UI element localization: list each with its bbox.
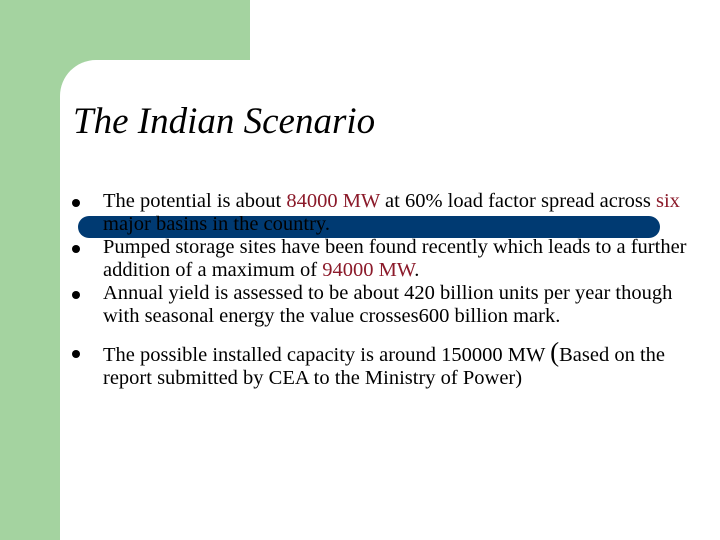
slide-title: The Indian Scenario	[73, 101, 376, 142]
bullet-text: at 60% load factor spread across	[379, 190, 656, 212]
bullet-item-pumped-storage	[72, 236, 712, 282]
bullet-list	[72, 190, 712, 390]
bullet-text: Annual yield is assessed to be about 420 billion units per year though with seasonal energy the value crosses600 billion mark.	[103, 282, 673, 327]
bullet-text: .	[414, 259, 420, 281]
highlight-value: 84000 MW	[286, 190, 380, 212]
open-parenthesis: (	[550, 337, 560, 367]
bullet-text: The potential is about	[103, 190, 287, 212]
bullet-dot-icon	[72, 199, 80, 207]
bullet-item-potential	[72, 190, 712, 236]
bullet-dot-icon	[72, 245, 80, 253]
bullet-dot-icon	[72, 291, 80, 299]
bullet-text: Pumped storage sites have been found recently which leads to a further addition of a maximum of	[103, 236, 687, 281]
highlight-value: six	[656, 190, 680, 212]
bullet-item-installed-capacity	[72, 337, 712, 390]
bullet-text: The possible installed capacity is around 150000 MW	[103, 344, 551, 366]
bullet-text: major basins in the country.	[103, 213, 330, 235]
highlight-value: 94000 MW	[322, 259, 415, 281]
bullet-text: Based on the report submitted by CEA to the Ministry of Power)	[103, 344, 666, 389]
bullet-dot-icon	[72, 350, 80, 358]
bullet-item-annual-yield	[72, 282, 712, 328]
